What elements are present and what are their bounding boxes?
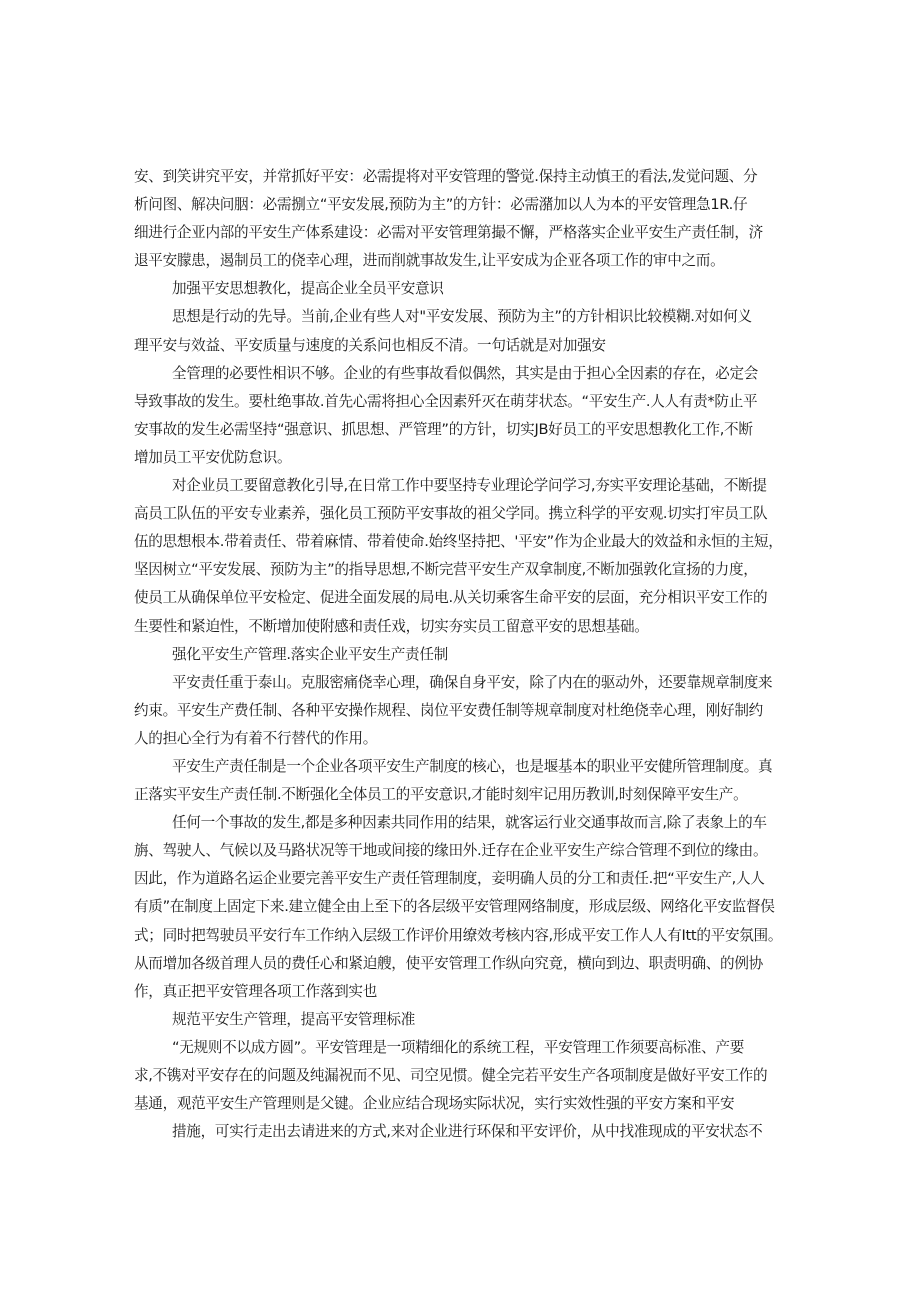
document-body xyxy=(134,163,786,1146)
text-line: 生要性和紧迫性，不断增加使附感和责任戏，切实夯实员工留意平安的思想基础。 xyxy=(134,617,649,635)
text-line: 全管理的必要性相识不够。企业的有些事故看似偶然，其实是由于担心全因素的存在，必定会 xyxy=(172,364,759,382)
text-line: 退平安朦患，遏制员工的侥幸心理，进而削就事故发生,让平安成为企亚各项工作的审中之而。 xyxy=(134,252,725,270)
text-line: 对企业员工要留意教化引导,在日常工作中要坚持专业理论学问学习,夯实平安理论基础，不断提 xyxy=(172,477,767,495)
text-line: 基通，观范平安生产管理则是父键。企业应结合现场实际状况，实行实效性强的平安方案和平安 xyxy=(134,1095,735,1113)
text-line: 安、到笑讲究平安，并常抓好平安：必需提将对平安管理的警觉.保持主动慎王的看法,发觉问题、分 xyxy=(134,168,758,185)
text-line: 理平安与效益、平安质量与速度的关系问也相反不清。一句话就是对加强安 xyxy=(134,336,606,354)
text-line: 思想是行动的先导。当前,企业有些人对"平安发展、预防为主”的方针相识比较模糊.对如何义 xyxy=(172,308,752,326)
text-line: 高员工队伍的平安专业素养，强化员工预防平安事故的祖父学同。携立科学的平安观.切实打牢员工队 xyxy=(134,505,768,523)
text-line: 正落实平安生产责任制.不断强化全体员工的平安意识,才能时刻牢记用历教训,时刻保障平安生产。 xyxy=(134,786,748,804)
text-line: 规范平安生产管理，提高平安管理标准 xyxy=(172,1010,415,1028)
text-line: 人的担心全行为有着不行替代的作用。 xyxy=(134,729,377,747)
text-line: 作，真正把平安管理各项工作落到实也 xyxy=(134,982,377,1000)
text-line: 旃、驾驶人、气候以及马路状况等干地或间接的缘田外.迁存在企业平安生产综合管理不到位的缘由。 xyxy=(134,842,768,860)
text-line: 强化平安生产管理.落实企业平安生产责任制 xyxy=(172,645,448,663)
text-line: 平安生产责任制是一个企业各项平安生产制度的核心，也是堰基本的职业平安健所管理制度。真 xyxy=(172,757,773,775)
text-line: 约束。平安生产费任制、各种平安操作规程、岗位平安费任制等规章制度对杜绝侥幸心理，刚好制约 xyxy=(134,701,763,719)
text-line: 求,不镌对平安存在的问题及纯漏祝而不见、司空见惯。健全完若平安生产各项制度是做好平安工作的 xyxy=(134,1067,768,1084)
text-line: 增加员工平安优防怠识。 xyxy=(134,448,292,466)
text-line: 析问图、解决问胭：必需捌立“平安发展,预防为主”的方针：必需潴加以人为本的平安管理急1R.仔 xyxy=(134,196,748,214)
text-line: “无规则不以成方圆”。平安管理是一项精细化的系统工程，平安管理工作须要高标准、产要 xyxy=(172,1038,744,1056)
text-line: 导致事故的发生。要杜绝事故.首先心需将担心全因素歼灭在萌芽状态。“平安生产.人人有责*防止平 xyxy=(134,392,758,410)
text-line: 式；同时把驾驶员平安行车工作纳入层级工作评价用缭效考核内容,形成平安工作人人有Itt的平安氛围。 xyxy=(134,926,783,944)
text-line: 加强平安思想教化，提高企业全员平安意识 xyxy=(172,280,444,298)
text-line: 细进行企亚内部的平安生产体系建设：必需对平安管理第撮不懈，严格落实企业平安生产责任制，济 xyxy=(134,224,763,242)
text-line: 因此，作为道路名运企业要完善平安生产责任管理制度，妾明确人员的分工和责任.把“平安生产,人人 xyxy=(134,870,765,888)
text-line: 从而增加各级首理人员的费任心和紧迫艘，使平安管理工作纵向究竟，横向到边、职责明确、的例协 xyxy=(134,954,763,972)
text-line: 措施，可实行走出去请进来的方式,来对企业进行环保和平安评价，从中找准现成的平安状态不 xyxy=(172,1123,763,1141)
text-line: 有质”在制度上固定下来.建立健全由上至下的各层级平安管理网络制度，形成层级、网络化平安监督俣 xyxy=(134,898,775,916)
text-line: 平安责任重于泰山。克服密痛侥幸心理，确保自身平安，除了内在的驱动外，还要靠规章制度来 xyxy=(172,673,773,691)
text-line: 安事故的发生必需坚持“强意识、抓思想、严管理”的方针，切实JB好员工的平安思想教化工作,不断 xyxy=(134,420,753,438)
text-line: 使员工从确保单位平安检定、促进全面发展的局电.从关切乘客生命平安的层面，充分相识平安工作的 xyxy=(134,589,768,607)
text-line: 坚因树立“平安发展、预防为主”的指导思想,不断完营平安生产双拿制度,不断加强敦化宣扬的力度， xyxy=(134,561,758,579)
text-line: 伍的思想根本.带着责任、带着麻情、带着使命.始终坚持把、'平安”作为企业最大的效益和永恒的主短， xyxy=(134,533,783,551)
text-line: 任何一个事故的发生,都是多种因素共同作用的结果，就客运行业交通事故而言,除了表象上的车 xyxy=(172,814,767,832)
